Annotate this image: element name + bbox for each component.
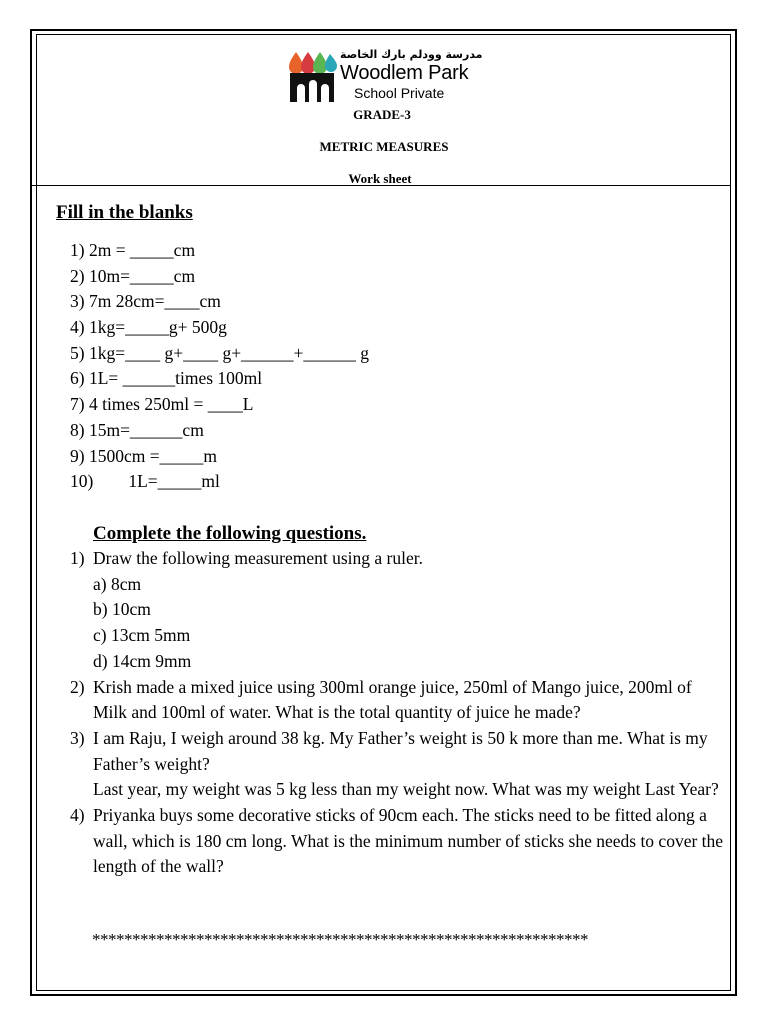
question-number: 2)	[70, 676, 85, 697]
question-number: 1)	[70, 548, 85, 568]
fill-item: 3) 7m 28cm=____cm	[70, 291, 221, 312]
fill-item: 10) 1L=_____ml	[70, 471, 220, 492]
question-4	[70, 803, 730, 880]
fill-item: 9) 1500cm =_____m	[70, 445, 217, 466]
school-logo	[288, 48, 483, 106]
fill-item: 4) 1kg=_____g+ 500g	[70, 317, 227, 338]
logo-school-name: Woodlem Park	[340, 62, 469, 84]
sub-item: d) 14cm 9mm	[93, 650, 192, 671]
fill-item: 8) 15m=______cm	[70, 419, 204, 440]
worksheet-heading: Work sheet	[348, 171, 412, 186]
end-separator: **************************************************************	[92, 930, 588, 949]
fill-item: 6) 1L= ______times 100ml	[70, 368, 263, 389]
question-list	[70, 546, 730, 880]
topic-heading: METRIC MEASURES	[319, 139, 449, 154]
question-number: 3)	[70, 727, 85, 748]
fill-item: 1) 2m = _____cm	[70, 240, 196, 260]
question-1	[70, 546, 730, 675]
complete-questions-title: Complete the following questions.	[93, 523, 367, 544]
logo-subtitle: School Private	[354, 85, 445, 101]
question-text: I am Raju, I weigh around 38 kg. My Father’s weight is 50 k more than me. What is my Father’s weight?	[93, 727, 708, 774]
fill-item: 5) 1kg=____ g+____ g+______+______ g	[70, 342, 370, 363]
school-emblem-icon	[288, 50, 338, 104]
header-divider	[30, 185, 730, 186]
question-text: Krish made a mixed juice using 300ml orange juice, 250ml of Mango juice, 200ml of Milk and 100ml of water. What is the total quantity of juice he made?	[93, 676, 692, 723]
sub-item: c) 13cm 5mm	[93, 625, 191, 646]
sub-item: b) 10cm	[93, 599, 151, 620]
sub-item: a) 8cm	[93, 573, 142, 594]
fill-item: 7) 4 times 250ml = ____L	[70, 394, 254, 415]
question-number: 4)	[70, 805, 85, 826]
question-text-followup: Last year, my weight was 5 kg less than my weight now. What was my weight Last Year?	[93, 779, 719, 800]
logo-arabic-text: مدرسة وودلم بارك الخاصة	[340, 48, 483, 61]
question-text: Draw the following measurement using a ruler.	[93, 548, 423, 568]
grade-heading: GRADE-3	[353, 107, 411, 122]
fill-item: 2) 10m=_____cm	[70, 265, 196, 286]
question-3	[70, 726, 730, 803]
question-text: Priyanka buys some decorative sticks of 90cm each. The sticks need to be fitted along a wall, which is 180 cm long. What is the minimum number of sticks she needs to cover the length of the wall?	[93, 805, 724, 877]
question-2	[70, 675, 730, 726]
fill-blanks-title: Fill in the blanks	[56, 202, 193, 223]
fill-blanks-list	[70, 238, 369, 495]
